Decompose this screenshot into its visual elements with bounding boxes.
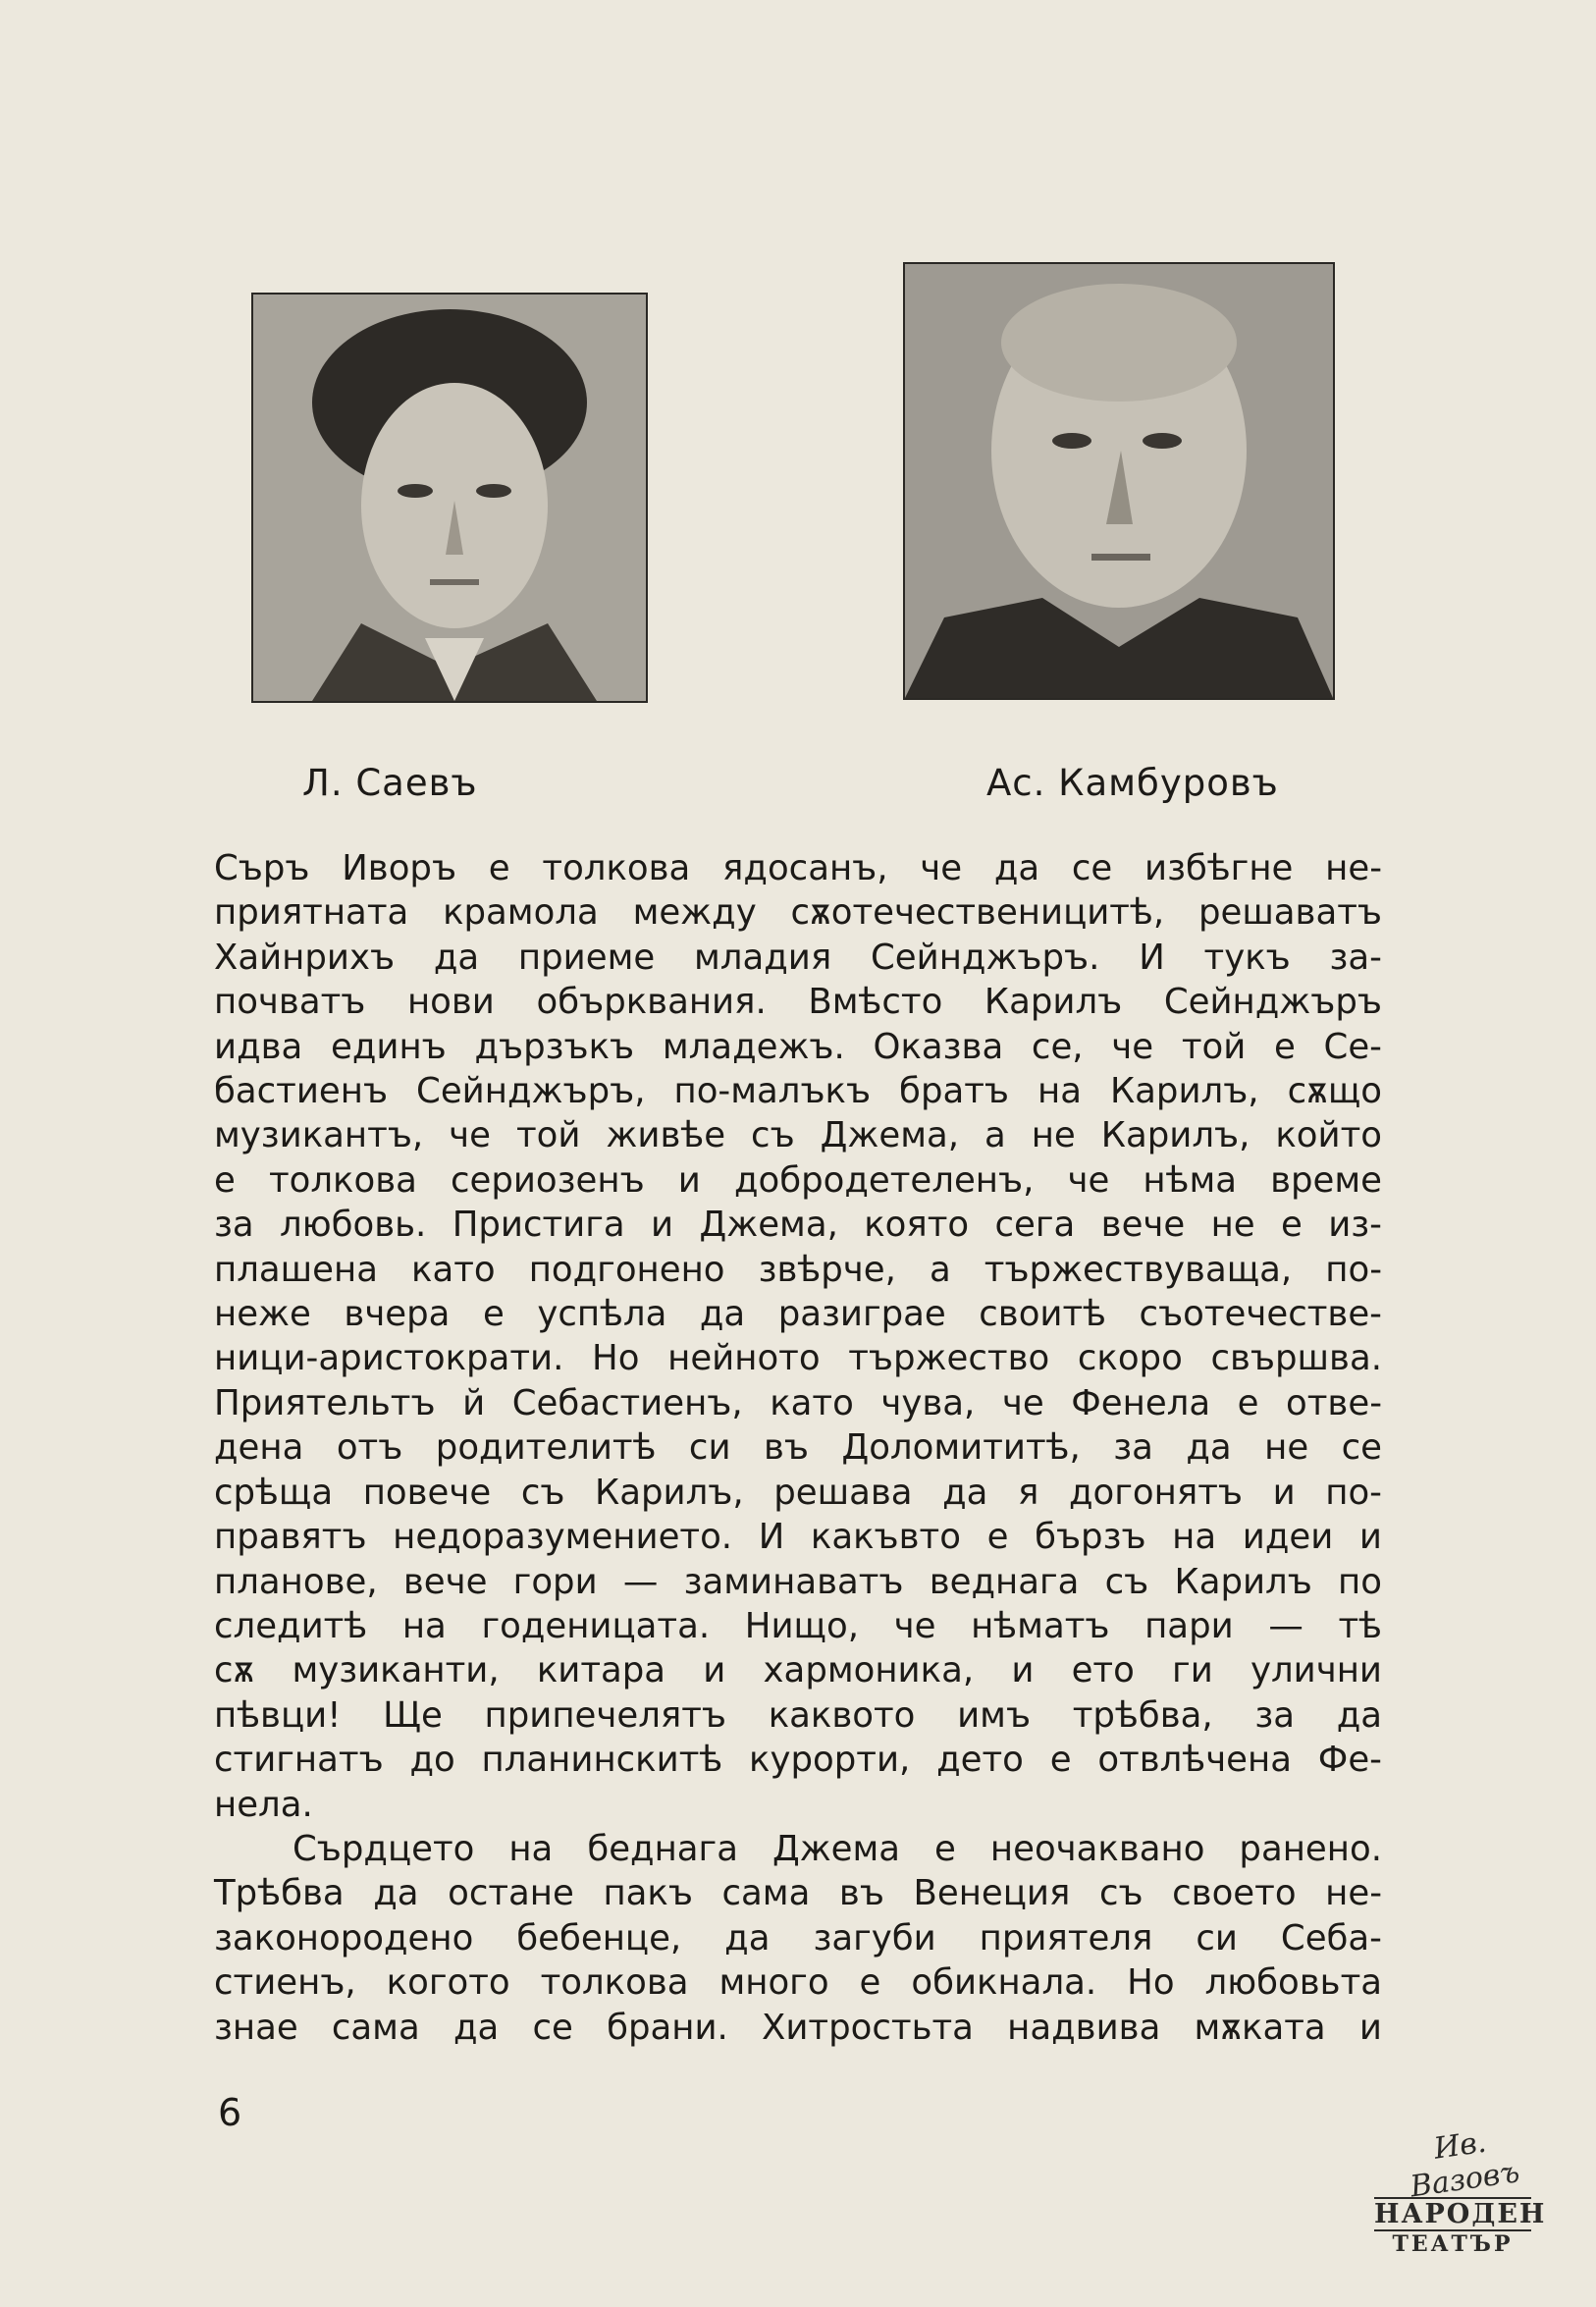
portrait-saev bbox=[251, 293, 648, 703]
text-line: дена отъ родителитѣ си въ Доломититѣ, за да не се bbox=[214, 1427, 1382, 1469]
text-line: идва единъ дързъкъ младежъ. Оказва се, че той е Се- bbox=[214, 1026, 1382, 1067]
text-line: срѣща повече съ Карилъ, решава да я догонятъ и по- bbox=[214, 1472, 1382, 1513]
text-line: ници-аристократи. Но нейното тържество скоро свършва. bbox=[214, 1338, 1382, 1379]
text-line: знае сама да се брани. Хитростьта надвива мѫката и bbox=[214, 2007, 1382, 2048]
text-line: за любовь. Пристига и Джема, която сега вече не е из- bbox=[214, 1205, 1382, 1246]
text-line: е толкова сериозенъ и добродетеленъ, че нѣма време bbox=[214, 1159, 1382, 1201]
text-line: пѣвци! Ще припечелятъ каквото имъ трѣбва, за да bbox=[214, 1694, 1382, 1736]
text-line: Трѣбва да остане пакъ сама въ Венеция съ своето не- bbox=[214, 1873, 1382, 1914]
text-line: Сърдцето на беднага Джема е неочаквано ранено. bbox=[293, 1828, 1382, 1869]
text-line: законородено бебенце, да загуби приятеля си Себа- bbox=[214, 1917, 1382, 1958]
page-number: 6 bbox=[218, 2091, 242, 2134]
stamp-line-2: ТЕАТЪР bbox=[1392, 2231, 1514, 2257]
text-line: приятната крамола между сѫотечественицитѣ, решаватъ bbox=[214, 892, 1382, 934]
stamp-line-1: НАРОДЕН bbox=[1374, 2199, 1547, 2229]
text-line: стиенъ, когото толкова много е обикнала. Но любовьта bbox=[214, 1962, 1382, 2004]
caption-kamburov: Ас. Камбуровъ bbox=[986, 762, 1279, 804]
theatre-stamp bbox=[1374, 2124, 1547, 2257]
text-line: сѫ музиканти, китара и хармоника, и ето ги улични bbox=[214, 1650, 1382, 1691]
text-line: планове, вече гори — заминаватъ веднага съ Карилъ по bbox=[214, 1561, 1382, 1602]
text-line: стигнатъ до планинскитѣ курорти, дето е отвлѣчена Фе- bbox=[214, 1740, 1382, 1781]
text-line: почватъ нови обърквания. Вмѣсто Карилъ Сейнджъръ bbox=[214, 982, 1382, 1023]
text-line: Хайнрихъ да приеме младия Сейнджъръ. И тукъ за- bbox=[214, 937, 1382, 978]
text-line: Приятельтъ й Себастиенъ, като чува, че Фенела е отве- bbox=[214, 1382, 1382, 1423]
portrait-kamburov bbox=[903, 262, 1335, 700]
text-line: следитѣ на годеницата. Нищо, че нѣматъ пари — тѣ bbox=[214, 1605, 1382, 1646]
caption-saev: Л. Саевъ bbox=[302, 762, 478, 804]
text-line: бастиенъ Сейнджъръ, по-малъкъ братъ на Карилъ, сѫщо bbox=[214, 1071, 1382, 1112]
body-text bbox=[214, 846, 1382, 2050]
text-line: правятъ недоразумението. И какъвто е бързъ на идеи и bbox=[214, 1517, 1382, 1558]
text-line: неже вчера е успѣла да разиграе своитѣ съотечестве- bbox=[214, 1294, 1382, 1335]
text-line: Съръ Иворъ е толкова ядосанъ, че да се избѣгне не- bbox=[214, 848, 1382, 888]
portrait-kamburov-icon bbox=[905, 264, 1333, 698]
stamp-signature: Ив. Вазовъ bbox=[1408, 2124, 1522, 2205]
text-line: плашена като подгонено звѣрче, а тържествуваща, по- bbox=[214, 1249, 1382, 1290]
text-line: музикантъ, че той живѣе съ Джема, а не Карилъ, който bbox=[214, 1115, 1382, 1156]
portrait-saev-icon bbox=[253, 295, 646, 701]
text-line: нела. bbox=[214, 1784, 313, 1825]
